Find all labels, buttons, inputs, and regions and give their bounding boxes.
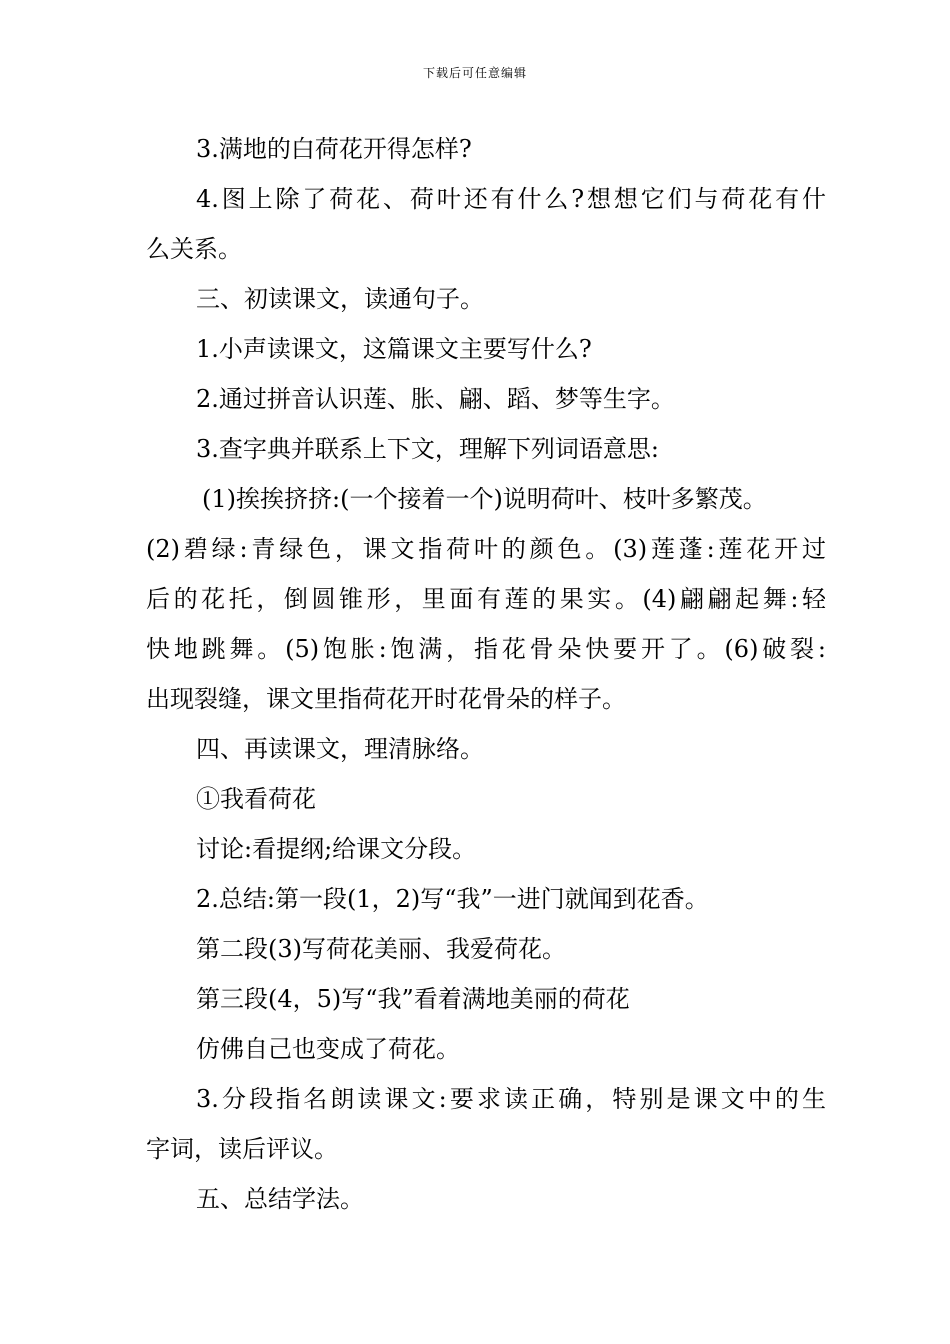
vocab-line: 出现裂缝，课文里指荷花开时花骨朵的样子。 <box>146 685 626 713</box>
question-line: 3.满地的白荷花开得怎样? <box>196 135 472 163</box>
document-body <box>146 124 826 1224</box>
vocab-line: (1)挨挨挤挤:(一个接着一个)说明荷叶、枝叶多繁茂。 <box>202 485 767 513</box>
step-line: 讨论:看提纲;给课文分段。 <box>196 835 477 863</box>
step-line: 2.总结:第一段(1，2)写“我”一进门就闻到花香。 <box>196 885 709 913</box>
step-line-continued: 字词，读后评议。 <box>146 1135 338 1163</box>
step-line: 2.通过拼音认识莲、胀、翩、蹈、梦等生字。 <box>196 385 675 413</box>
step-line: 3.分段指名朗读课文:要求读正确，特别是课文中的生 <box>196 1085 826 1113</box>
step-line: 1.小声读课文，这篇课文主要写什么? <box>196 335 592 363</box>
vocab-line: 后的花托，倒圆锥形，里面有莲的果实。(4)翩翩起舞:轻 <box>146 585 826 613</box>
section-heading: 五、总结学法。 <box>196 1185 364 1213</box>
question-line: 4.图上除了荷花、荷叶还有什么?想想它们与荷花有什 <box>196 185 826 213</box>
section-heading: 三、初读课文，读通句子。 <box>196 285 484 313</box>
question-line-continued: 么关系。 <box>146 235 242 263</box>
page-header: 下载后可任意编辑 <box>422 66 527 80</box>
step-line: 第三段(4，5)写“我”看着满地美丽的荷花 <box>196 985 630 1013</box>
step-line: 仿佛自己也变成了荷花。 <box>196 1035 460 1063</box>
vocab-line: 快地跳舞。(5)饱胀:饱满，指花骨朵快要开了。(6)破裂: <box>146 635 826 663</box>
step-line: ①我看荷花 <box>196 785 316 813</box>
vocab-line: (2)碧绿:青绿色，课文指荷叶的颜色。(3)莲蓬:莲花开过 <box>146 535 826 563</box>
section-heading: 四、再读课文，理清脉络。 <box>196 735 484 763</box>
step-line: 第二段(3)写荷花美丽、我爱荷花。 <box>196 935 566 963</box>
step-line: 3.查字典并联系上下文，理解下列词语意思: <box>196 435 659 463</box>
